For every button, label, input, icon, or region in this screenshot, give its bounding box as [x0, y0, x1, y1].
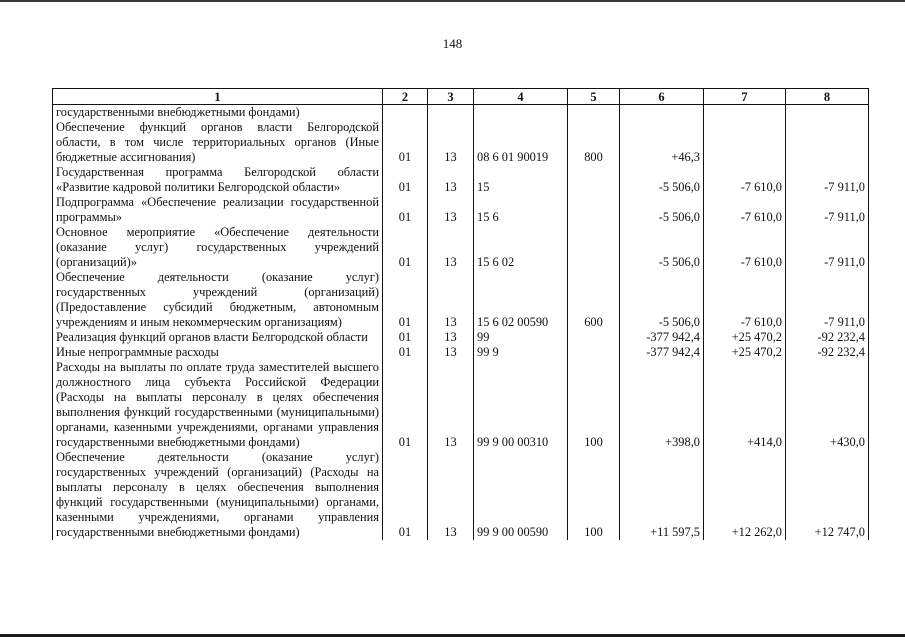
cell-section: 01 [383, 345, 428, 360]
table-row [53, 450, 869, 540]
column-header-2: 2 [383, 89, 428, 105]
table-row [53, 225, 869, 270]
cell-col8: -92 232,4 [786, 330, 869, 345]
cell-col7: -7 610,0 [704, 225, 786, 270]
row-name: Обеспечение функций органов власти Белгородской области, в том числе территориальных органов (Иные бюджетные ассигнования) [53, 120, 383, 165]
table-row [53, 345, 869, 360]
cell-col6: +11 597,5 [620, 450, 704, 540]
cell-target-article: 08 6 01 90019 [474, 120, 568, 165]
cell-subsection: 13 [428, 360, 474, 450]
cell-subsection: 13 [428, 195, 474, 225]
cell-target-article: 15 6 [474, 195, 568, 225]
table-row [53, 165, 869, 195]
cell-subsection [428, 105, 474, 121]
cell-section: 01 [383, 165, 428, 195]
column-header-7: 7 [704, 89, 786, 105]
cell-col8: +12 747,0 [786, 450, 869, 540]
column-header-1: 1 [53, 89, 383, 105]
cell-subsection: 13 [428, 165, 474, 195]
cell-col6: -5 506,0 [620, 165, 704, 195]
cell-expense-type [568, 105, 620, 121]
row-name: Реализация функций органов власти Белгородской области [53, 330, 383, 345]
cell-col8 [786, 105, 869, 121]
cell-expense-type [568, 225, 620, 270]
cell-col8 [786, 120, 869, 165]
cell-col7 [704, 120, 786, 165]
cell-expense-type: 600 [568, 270, 620, 330]
page-number: 148 [442, 36, 463, 51]
cell-col6 [620, 105, 704, 121]
cell-section: 01 [383, 195, 428, 225]
table-row [53, 330, 869, 345]
cell-section: 01 [383, 360, 428, 450]
cell-expense-type: 100 [568, 450, 620, 540]
cell-col8: -7 911,0 [786, 165, 869, 195]
row-name: Иные непрограммные расходы [53, 345, 383, 360]
row-name: Основное мероприятие «Обеспечение деятельности (оказание услуг) государственных учреждений (организаций)» [53, 225, 383, 270]
cell-col7: -7 610,0 [704, 195, 786, 225]
row-name: Обеспечение деятельности (оказание услуг) государственных учреждений (организаций) (Предоставление субсидий бюджетным, автономным учреждениям и иным некоммерческим организациям) [53, 270, 383, 330]
cell-target-article [474, 105, 568, 121]
cell-target-article: 99 9 00 00310 [474, 360, 568, 450]
cell-col8: -7 911,0 [786, 195, 869, 225]
cell-section: 01 [383, 450, 428, 540]
cell-subsection: 13 [428, 270, 474, 330]
cell-col6: +398,0 [620, 360, 704, 450]
cell-col8: +430,0 [786, 360, 869, 450]
cell-expense-type: 100 [568, 360, 620, 450]
row-name: Государственная программа Белгородской области «Развитие кадровой политики Белгородской области» [53, 165, 383, 195]
cell-col6: +46,3 [620, 120, 704, 165]
cell-expense-type [568, 345, 620, 360]
cell-subsection: 13 [428, 120, 474, 165]
cell-section: 01 [383, 270, 428, 330]
cell-section: 01 [383, 225, 428, 270]
table-row [53, 120, 869, 165]
cell-col7: +25 470,2 [704, 330, 786, 345]
cell-col6: -5 506,0 [620, 225, 704, 270]
cell-col6: -377 942,4 [620, 345, 704, 360]
row-name: государственными внебюджетными фондами) [53, 105, 383, 121]
cell-col7: -7 610,0 [704, 270, 786, 330]
budget-table [52, 88, 869, 540]
cell-subsection: 13 [428, 450, 474, 540]
cell-col7: -7 610,0 [704, 165, 786, 195]
column-header-4: 4 [474, 89, 568, 105]
cell-col6: -5 506,0 [620, 195, 704, 225]
column-header-5: 5 [568, 89, 620, 105]
cell-target-article: 15 6 02 [474, 225, 568, 270]
table-row [53, 105, 869, 121]
table-header-row [53, 89, 869, 105]
cell-target-article: 15 [474, 165, 568, 195]
table-row [53, 360, 869, 450]
cell-subsection: 13 [428, 345, 474, 360]
cell-section: 01 [383, 330, 428, 345]
column-header-8: 8 [786, 89, 869, 105]
cell-expense-type [568, 330, 620, 345]
cell-col6: -377 942,4 [620, 330, 704, 345]
scan-edge-bottom [0, 634, 905, 637]
cell-target-article: 99 9 [474, 345, 568, 360]
cell-col6: -5 506,0 [620, 270, 704, 330]
cell-section: 01 [383, 120, 428, 165]
cell-col7: +25 470,2 [704, 345, 786, 360]
column-header-3: 3 [428, 89, 474, 105]
cell-col7 [704, 105, 786, 121]
cell-expense-type [568, 195, 620, 225]
column-header-6: 6 [620, 89, 704, 105]
cell-col7: +12 262,0 [704, 450, 786, 540]
table-row [53, 195, 869, 225]
row-name: Обеспечение деятельности (оказание услуг) государственных учреждений (организаций) (Расходы на выплаты персоналу в целях обеспечения выполнения функций государственными (муниципальными) органами, казенными учреждениями, органами управления государственными внебюджетными фондами) [53, 450, 383, 540]
cell-subsection: 13 [428, 330, 474, 345]
cell-expense-type: 800 [568, 120, 620, 165]
cell-col8: -7 911,0 [786, 270, 869, 330]
cell-expense-type [568, 165, 620, 195]
cell-section [383, 105, 428, 121]
cell-target-article: 99 9 00 00590 [474, 450, 568, 540]
cell-subsection: 13 [428, 225, 474, 270]
cell-col8: -7 911,0 [786, 225, 869, 270]
table-row [53, 270, 869, 330]
cell-col8: -92 232,4 [786, 345, 869, 360]
scan-edge-top [0, 0, 905, 2]
cell-target-article: 99 [474, 330, 568, 345]
row-name: Подпрограмма «Обеспечение реализации государственной программы» [53, 195, 383, 225]
row-name: Расходы на выплаты по оплате труда заместителей высшего должностного лица субъекта Российской Федерации (Расходы на выплаты персоналу в целях обеспечения выполнения функций государственными (муниципальными) органами, казенными учреждениями, органами управления государственными внебюджетными фондами) [53, 360, 383, 450]
cell-target-article: 15 6 02 00590 [474, 270, 568, 330]
cell-col7: +414,0 [704, 360, 786, 450]
